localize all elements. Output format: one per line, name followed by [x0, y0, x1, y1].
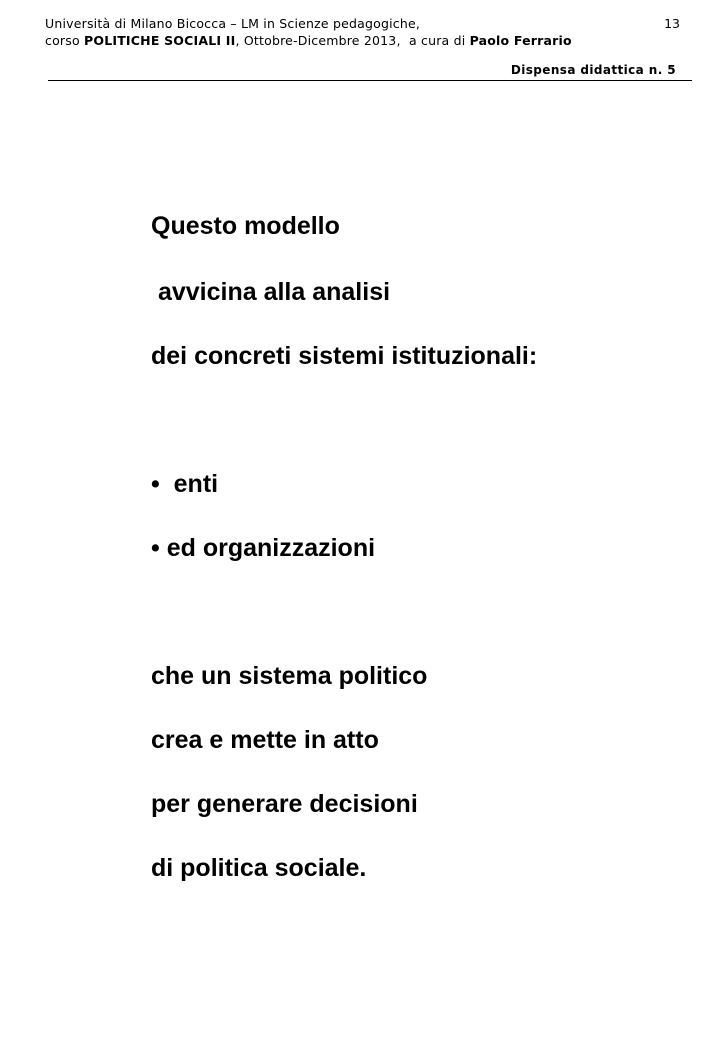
header-course-line — [45, 32, 685, 49]
dispensa-label: Dispensa didattica n. 5 — [510, 63, 676, 77]
bullet-item: • ed organizzazioni — [151, 534, 376, 562]
text-line: che un sistema politico — [151, 662, 428, 690]
bullet-item: • enti — [151, 470, 219, 498]
header-course-prefix: corso — [45, 33, 84, 48]
header-author: Paolo Ferrario — [469, 33, 572, 48]
header-course-name: POLITICHE SOCIALI II — [84, 33, 236, 48]
text-line: dei concreti sistemi istituzionali: — [151, 342, 538, 370]
text-line: per generare decisioni — [151, 790, 418, 818]
text-line: crea e mette in atto — [151, 726, 379, 754]
text-line: Questo modello — [151, 212, 340, 240]
page-header — [45, 15, 685, 49]
header-institution: Università di Milano Bicocca – LM in Scienze pedagogiche, — [45, 16, 421, 31]
text-line: avvicina alla analisi — [151, 278, 391, 306]
header-divider — [48, 80, 692, 81]
page-number: 13 — [664, 16, 680, 31]
text-line: di politica sociale. — [151, 854, 367, 882]
header-course-dates: , Ottobre-Dicembre 2013, a cura di — [235, 33, 470, 48]
